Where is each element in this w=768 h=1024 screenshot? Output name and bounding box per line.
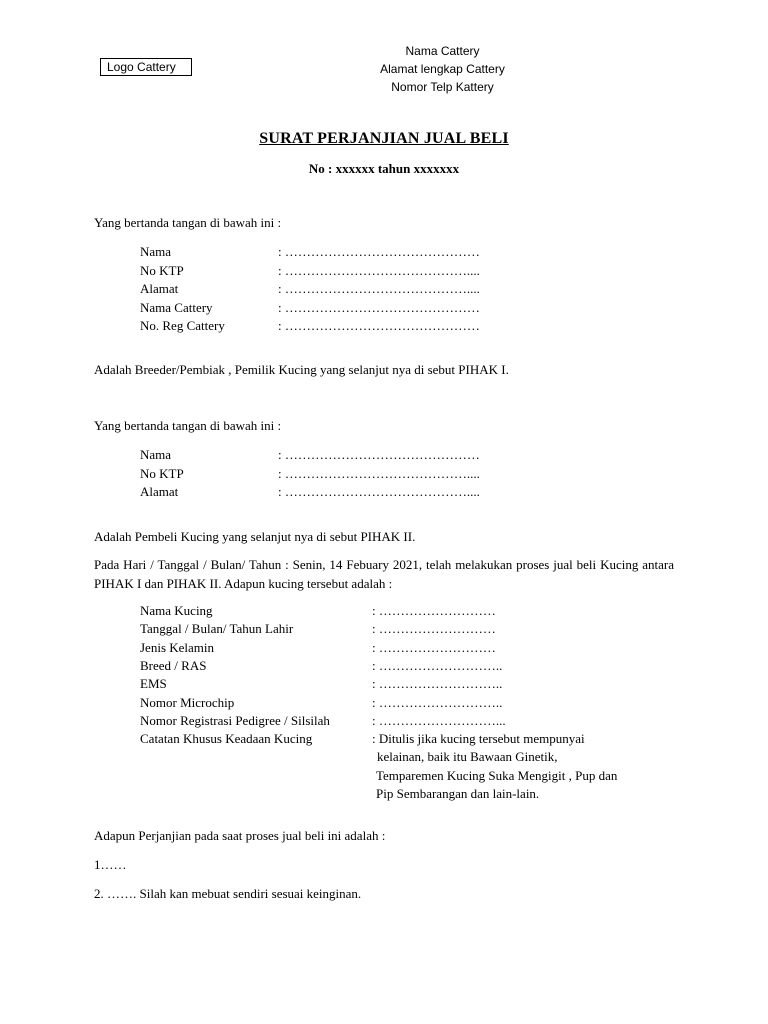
field-label: Catatan Khusus Keadaan Kucing	[140, 731, 313, 747]
field-value: : ………………………	[372, 621, 496, 637]
field-label: Alamat	[140, 281, 179, 296]
field-value: : ………………………………………	[278, 318, 480, 333]
party1-closing: Adalah Breeder/Pembiak , Pemilik Kucing yang selanjut nya di sebut PIHAK I.	[94, 362, 509, 377]
field-value: : ………………………..	[372, 657, 503, 673]
field-label: Nomor Microchip	[140, 694, 235, 710]
cattery-header	[300, 42, 585, 96]
cattery-phone: Nomor Telp Kattery	[391, 80, 494, 94]
field-value: : ………………………	[372, 603, 496, 618]
party2-intro: Yang bertanda tangan di bawah ini :	[94, 418, 282, 433]
transaction-paragraph: Pada Hari / Tanggal / Bulan/ Tahun : Senin, 14 Febuary 2021, telah melakukan proses jual beli Kucing antara PIHAK I dan PIHAK II. Adapun kucing tersebut adalah :	[94, 557, 674, 591]
field-value: : ………………………..	[372, 676, 503, 692]
field-label: EMS	[140, 676, 167, 692]
field-label: Tanggal / Bulan/ Tahun Lahir	[140, 621, 294, 637]
field-label: Alamat	[140, 484, 179, 499]
field-value: : Ditulis jika kucing tersebut mempunyai	[372, 731, 585, 747]
note-line: kelainan, baik itu Bawaan Ginetik,	[377, 749, 558, 765]
field-label: Nama Kucing	[140, 603, 213, 618]
field-value: : ………………………...	[372, 712, 506, 728]
cat-fields	[140, 602, 700, 802]
field-value: : ………………………………………	[278, 447, 480, 462]
field-label: No. Reg Cattery	[140, 318, 225, 333]
note-line: Pip Sembarangan dan lain-lain.	[376, 786, 540, 801]
field-value: : ……………………………………....	[278, 484, 480, 499]
field-label: Nama	[140, 447, 172, 462]
note-line: Temparemen Kucing Suka Mengigit , Pup dan	[376, 767, 618, 783]
cattery-name: Nama Cattery	[405, 44, 480, 58]
field-value: : ……………………………………....	[278, 465, 480, 481]
field-label: No KTP	[140, 262, 184, 278]
field-value: : ……………………………………....	[278, 262, 480, 278]
cattery-address: Alamat lengkap Cattery	[380, 62, 505, 76]
agreement-item-2: 2. ……. Silah kan mebuat sendiri sesuai keinginan.	[94, 886, 362, 901]
field-value: : ……………………………………....	[278, 281, 480, 296]
party1-intro: Yang bertanda tangan di bawah ini :	[94, 215, 282, 230]
field-label: Breed / RAS	[140, 657, 207, 673]
logo-placeholder: Logo Cattery	[100, 58, 192, 76]
field-label: Nama Cattery	[140, 299, 213, 315]
field-label: Nomor Registrasi Pedigree / Silsilah	[140, 712, 330, 728]
field-label: Nama	[140, 244, 172, 259]
field-label: No KTP	[140, 465, 184, 481]
agreement-item-1: 1……	[94, 857, 127, 872]
field-value: : ………………………………………	[278, 244, 480, 259]
field-value: : ………………………	[372, 639, 496, 655]
field-value: : ………………………..	[372, 694, 503, 710]
field-label: Jenis Kelamin	[140, 639, 215, 655]
document-number: No : xxxxxx tahun xxxxxxx	[308, 161, 460, 176]
party2-fields	[140, 446, 640, 504]
agreement-intro: Adapun Perjanjian pada saat proses jual beli ini adalah :	[94, 828, 386, 843]
document-title: SURAT PERJANJIAN JUAL BELI	[259, 130, 509, 147]
party2-closing: Adalah Pembeli Kucing yang selanjut nya di sebut PIHAK II.	[94, 529, 416, 544]
party1-fields	[140, 243, 640, 338]
field-value: : ………………………………………	[278, 299, 480, 315]
